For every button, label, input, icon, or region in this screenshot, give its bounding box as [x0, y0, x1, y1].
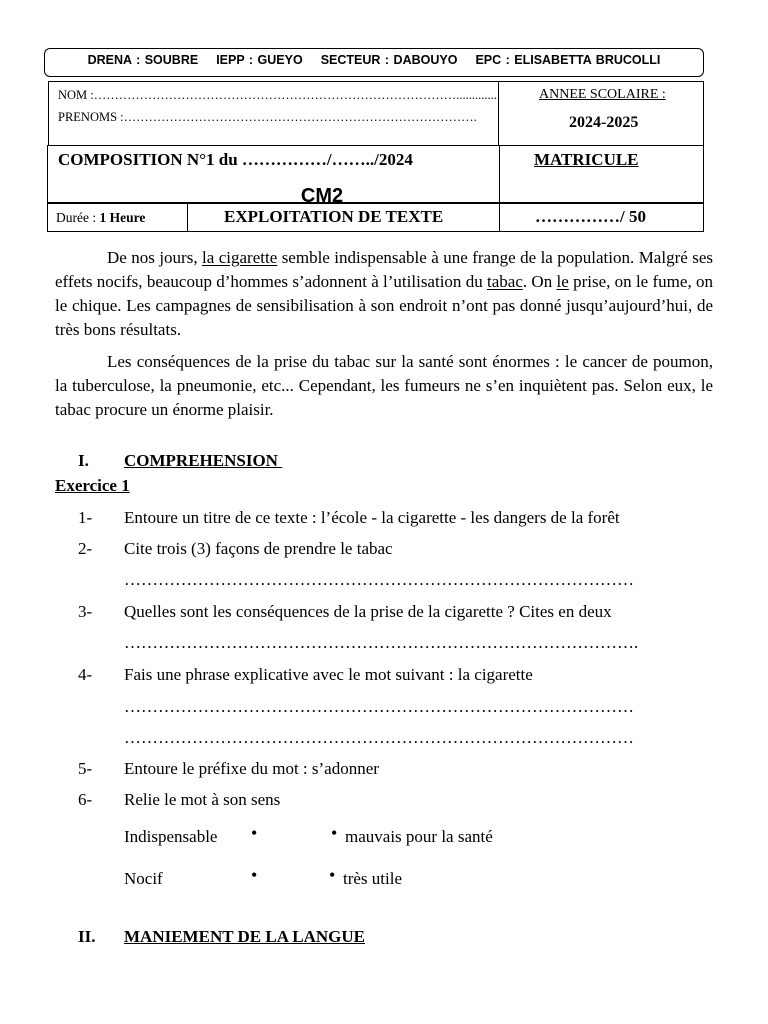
epc-label: EPC : ELISABETTA BRUCOLLI: [475, 53, 661, 67]
underlined-cigarette: la cigarette: [202, 248, 278, 267]
prenoms-field[interactable]: PRENOMS :………………………………………………………………………….: [58, 110, 477, 124]
text-paragraph-2: Les conséquences de la prise du tabac sur la santé sont énormes : le cancer de poumon, la tuberculose, la pneumonie, etc... Cependant, les fumeurs ne s’en inquiètent pas. Selon eux, le tabac procure un énorme plaisir.: [55, 352, 713, 419]
question-2-number: 2-: [78, 539, 93, 558]
underlined-le: le: [556, 272, 569, 291]
match-left-2-bullet[interactable]: •: [251, 865, 258, 885]
match-right-2-bullet[interactable]: •: [329, 865, 336, 885]
duration-label: Durée :: [56, 210, 100, 225]
secteur-label: SECTEUR : DABOUYO: [320, 53, 458, 67]
match-right-1-bullet[interactable]: •: [331, 823, 338, 843]
question-3-number: 3-: [78, 602, 93, 621]
duration-text: [56, 210, 145, 226]
question-1-text: Entoure un titre de ce texte : l’école - la cigarette - les dangers de la forêt: [124, 508, 620, 527]
class-label: CM2: [300, 185, 344, 203]
annee-value: 2024-2025: [569, 114, 639, 131]
question-6-number: 6-: [78, 790, 93, 809]
matricule-label: MATRICULE: [534, 150, 639, 169]
question-1-number: 1-: [78, 508, 93, 527]
answer-line-4a[interactable]: ………………………………………………………………………………: [124, 697, 634, 716]
question-6-text: Relie le mot à son sens: [124, 790, 281, 809]
duration-divider: [187, 203, 188, 232]
section2-number: II.: [78, 927, 96, 946]
question-4-number: 4-: [78, 665, 93, 684]
exercise-1-title: Exercice 1: [55, 476, 130, 495]
match-left-1-bullet[interactable]: •: [251, 823, 258, 843]
match-right-1: mauvais pour la santé: [345, 827, 493, 846]
subject-title: EXPLOITATION DE TEXTE: [224, 207, 444, 226]
score-field: ……………/ 50: [535, 207, 646, 226]
text-paragraph-1: De nos jours, la cigarette semble indispensable à une frange de la population. Malgré ses effets nocifs, beaucoup d’hommes s’adonnent à l’utilisation du tabac. On le prise, on le fume, on le chique. Les campagnes de sensibilisation à son endroit n’ont pas donné jusqu’aujourd’hui, de très bons résultats.: [55, 248, 713, 339]
question-5-text: Entoure le préfixe du mot : s’adonner: [124, 759, 379, 778]
question-2-text: Cite trois (3) façons de prendre le tabac: [124, 539, 393, 558]
question-3-text: Quelles sont les conséquences de la prise de la cigarette ? Cites en deux: [124, 602, 612, 621]
nom-field[interactable]: NOM :……………………………………………………………………………..............: [58, 88, 501, 102]
annee-label: ANNEE SCOLAIRE :: [539, 87, 666, 102]
match-left-1: Indispensable: [124, 827, 218, 846]
answer-line-4b[interactable]: ………………………………………………………………………………: [124, 728, 634, 747]
underlined-tabac: tabac: [487, 272, 523, 291]
section1-number: I.: [78, 451, 89, 470]
header-band-text: [44, 53, 704, 67]
answer-line-3[interactable]: ……………………………………………………………………………….: [124, 633, 639, 652]
duration-value: 1 Heure: [99, 210, 146, 225]
section2-title: MANIEMENT DE LA LANGUE: [124, 927, 366, 946]
iepp-label: IEPP : GUEYO: [216, 53, 303, 67]
question-5-number: 5-: [78, 759, 93, 778]
section1-title: COMPREHENSION: [124, 451, 283, 470]
answer-line-2[interactable]: ………………………………………………………………………………: [124, 570, 634, 589]
match-right-2: très utile: [343, 869, 403, 888]
composition-title: COMPOSITION N°1 du ……………/……../2024: [58, 150, 413, 169]
drena-label: DRENA : SOUBRE: [87, 53, 199, 67]
match-left-2: Nocif: [124, 869, 163, 888]
question-4-text: Fais une phrase explicative avec le mot suivant : la cigarette: [124, 665, 533, 684]
